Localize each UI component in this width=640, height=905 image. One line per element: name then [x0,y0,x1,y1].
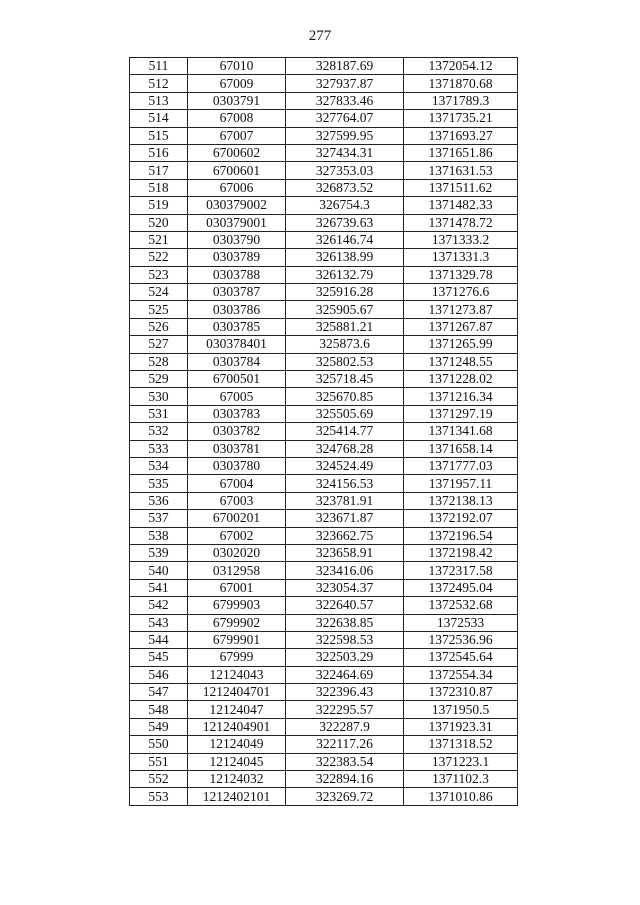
y-coordinate-cell: 1371735.21 [404,110,518,127]
point-id-cell: 0303786 [188,301,286,318]
row-number-cell: 539 [130,544,188,561]
table-row [130,631,518,648]
row-number-cell: 530 [130,388,188,405]
y-coordinate-cell: 1372310.87 [404,684,518,701]
x-coordinate-cell: 325905.67 [286,301,404,318]
point-id-cell: 6799902 [188,614,286,631]
point-id-cell: 030379001 [188,214,286,231]
coordinates-table [129,57,518,806]
row-number-cell: 550 [130,736,188,753]
point-id-cell: 12124043 [188,666,286,683]
row-number-cell: 518 [130,179,188,196]
row-number-cell: 544 [130,631,188,648]
table-row [130,562,518,579]
table-row [130,249,518,266]
table-row [130,301,518,318]
table-row [130,58,518,75]
point-id-cell: 12124047 [188,701,286,718]
table-row [130,388,518,405]
point-id-cell: 67007 [188,127,286,144]
row-number-cell: 542 [130,597,188,614]
row-number-cell: 520 [130,214,188,231]
point-id-cell: 67010 [188,58,286,75]
point-id-cell: 6700601 [188,162,286,179]
table-row [130,336,518,353]
point-id-cell: 6799901 [188,631,286,648]
point-id-cell: 0303791 [188,92,286,109]
x-coordinate-cell: 324768.28 [286,440,404,457]
table-row [130,736,518,753]
x-coordinate-cell: 323781.91 [286,492,404,509]
row-number-cell: 533 [130,440,188,457]
y-coordinate-cell: 1371297.19 [404,405,518,422]
row-number-cell: 537 [130,510,188,527]
point-id-cell: 0303783 [188,405,286,422]
point-id-cell: 67001 [188,579,286,596]
x-coordinate-cell: 323662.75 [286,527,404,544]
y-coordinate-cell: 1372196.54 [404,527,518,544]
x-coordinate-cell: 322894.16 [286,771,404,788]
y-coordinate-cell: 1372545.64 [404,649,518,666]
table-row [130,127,518,144]
y-coordinate-cell: 1371010.86 [404,788,518,805]
row-number-cell: 529 [130,371,188,388]
row-number-cell: 552 [130,771,188,788]
x-coordinate-cell: 322287.9 [286,718,404,735]
y-coordinate-cell: 1372533 [404,614,518,631]
x-coordinate-cell: 322598.53 [286,631,404,648]
x-coordinate-cell: 327434.31 [286,144,404,161]
y-coordinate-cell: 1371478.72 [404,214,518,231]
x-coordinate-cell: 322117.26 [286,736,404,753]
point-id-cell: 12124032 [188,771,286,788]
table-row [130,231,518,248]
table-row [130,753,518,770]
y-coordinate-cell: 1371216.34 [404,388,518,405]
x-coordinate-cell: 323269.72 [286,788,404,805]
table-row [130,579,518,596]
point-id-cell: 67008 [188,110,286,127]
row-number-cell: 519 [130,197,188,214]
row-number-cell: 521 [130,231,188,248]
row-number-cell: 514 [130,110,188,127]
y-coordinate-cell: 1372495.04 [404,579,518,596]
table-row [130,179,518,196]
y-coordinate-cell: 1371693.27 [404,127,518,144]
table-row [130,318,518,335]
x-coordinate-cell: 327353.03 [286,162,404,179]
row-number-cell: 532 [130,423,188,440]
point-id-cell: 6700201 [188,510,286,527]
row-number-cell: 512 [130,75,188,92]
x-coordinate-cell: 322638.85 [286,614,404,631]
table-row [130,144,518,161]
table-row [130,771,518,788]
x-coordinate-cell: 327599.95 [286,127,404,144]
point-id-cell: 6700602 [188,144,286,161]
y-coordinate-cell: 1371870.68 [404,75,518,92]
point-id-cell: 0302020 [188,544,286,561]
y-coordinate-cell: 1371228.02 [404,371,518,388]
row-number-cell: 546 [130,666,188,683]
point-id-cell: 67005 [188,388,286,405]
point-id-cell: 1212404901 [188,718,286,735]
y-coordinate-cell: 1371511.62 [404,179,518,196]
point-id-cell: 0303784 [188,353,286,370]
y-coordinate-cell: 1372532.68 [404,597,518,614]
row-number-cell: 511 [130,58,188,75]
table-row [130,701,518,718]
row-number-cell: 543 [130,614,188,631]
table-row [130,405,518,422]
x-coordinate-cell: 326739.63 [286,214,404,231]
y-coordinate-cell: 1371950.5 [404,701,518,718]
table-row [130,110,518,127]
y-coordinate-cell: 1371658.14 [404,440,518,457]
x-coordinate-cell: 322383.54 [286,753,404,770]
point-id-cell: 6700501 [188,371,286,388]
x-coordinate-cell: 326146.74 [286,231,404,248]
row-number-cell: 522 [130,249,188,266]
table-row [130,666,518,683]
row-number-cell: 534 [130,457,188,474]
table-row [130,684,518,701]
point-id-cell: 030378401 [188,336,286,353]
point-id-cell: 030379002 [188,197,286,214]
table-row [130,457,518,474]
x-coordinate-cell: 325916.28 [286,284,404,301]
table-row [130,649,518,666]
x-coordinate-cell: 323658.91 [286,544,404,561]
x-coordinate-cell: 325505.69 [286,405,404,422]
point-id-cell: 6799903 [188,597,286,614]
row-number-cell: 525 [130,301,188,318]
table-row [130,284,518,301]
x-coordinate-cell: 326873.52 [286,179,404,196]
x-coordinate-cell: 323054.37 [286,579,404,596]
point-id-cell: 67009 [188,75,286,92]
table-row [130,614,518,631]
x-coordinate-cell: 322640.57 [286,597,404,614]
point-id-cell: 67999 [188,649,286,666]
x-coordinate-cell: 328187.69 [286,58,404,75]
x-coordinate-cell: 325670.85 [286,388,404,405]
x-coordinate-cell: 327937.87 [286,75,404,92]
x-coordinate-cell: 322464.69 [286,666,404,683]
table-row [130,92,518,109]
x-coordinate-cell: 327833.46 [286,92,404,109]
point-id-cell: 67002 [188,527,286,544]
row-number-cell: 551 [130,753,188,770]
point-id-cell: 0303781 [188,440,286,457]
page-number: 277 [308,28,332,44]
y-coordinate-cell: 1371265.99 [404,336,518,353]
y-coordinate-cell: 1371273.87 [404,301,518,318]
row-number-cell: 545 [130,649,188,666]
y-coordinate-cell: 1372054.12 [404,58,518,75]
point-id-cell: 67006 [188,179,286,196]
row-number-cell: 516 [130,144,188,161]
y-coordinate-cell: 1372192.07 [404,510,518,527]
row-number-cell: 528 [130,353,188,370]
table-row [130,197,518,214]
row-number-cell: 527 [130,336,188,353]
table-row [130,475,518,492]
y-coordinate-cell: 1371329.78 [404,266,518,283]
x-coordinate-cell: 325414.77 [286,423,404,440]
point-id-cell: 0303790 [188,231,286,248]
x-coordinate-cell: 326754.3 [286,197,404,214]
row-number-cell: 541 [130,579,188,596]
row-number-cell: 549 [130,718,188,735]
x-coordinate-cell: 324156.53 [286,475,404,492]
x-coordinate-cell: 327764.07 [286,110,404,127]
table-row [130,353,518,370]
row-number-cell: 553 [130,788,188,805]
point-id-cell: 1212404701 [188,684,286,701]
row-number-cell: 540 [130,562,188,579]
row-number-cell: 523 [130,266,188,283]
table-row [130,371,518,388]
y-coordinate-cell: 1372317.58 [404,562,518,579]
table-row [130,788,518,805]
y-coordinate-cell: 1371318.52 [404,736,518,753]
y-coordinate-cell: 1371341.68 [404,423,518,440]
table-row [130,214,518,231]
table-row [130,162,518,179]
x-coordinate-cell: 325873.6 [286,336,404,353]
x-coordinate-cell: 326138.99 [286,249,404,266]
table-row [130,527,518,544]
y-coordinate-cell: 1371957.11 [404,475,518,492]
y-coordinate-cell: 1371482.33 [404,197,518,214]
x-coordinate-cell: 325802.53 [286,353,404,370]
row-number-cell: 535 [130,475,188,492]
table-row [130,75,518,92]
x-coordinate-cell: 322295.57 [286,701,404,718]
y-coordinate-cell: 1372198.42 [404,544,518,561]
x-coordinate-cell: 326132.79 [286,266,404,283]
row-number-cell: 515 [130,127,188,144]
y-coordinate-cell: 1372138.13 [404,492,518,509]
x-coordinate-cell: 322396.43 [286,684,404,701]
y-coordinate-cell: 1371333.2 [404,231,518,248]
y-coordinate-cell: 1371223.1 [404,753,518,770]
x-coordinate-cell: 325718.45 [286,371,404,388]
point-id-cell: 1212402101 [188,788,286,805]
table-row [130,544,518,561]
point-id-cell: 0312958 [188,562,286,579]
y-coordinate-cell: 1371777.03 [404,457,518,474]
x-coordinate-cell: 325881.21 [286,318,404,335]
x-coordinate-cell: 324524.49 [286,457,404,474]
point-id-cell: 67004 [188,475,286,492]
table-row [130,492,518,509]
y-coordinate-cell: 1371789.3 [404,92,518,109]
x-coordinate-cell: 323671.87 [286,510,404,527]
row-number-cell: 531 [130,405,188,422]
y-coordinate-cell: 1371248.55 [404,353,518,370]
table-row [130,597,518,614]
y-coordinate-cell: 1371631.53 [404,162,518,179]
row-number-cell: 524 [130,284,188,301]
point-id-cell: 67003 [188,492,286,509]
x-coordinate-cell: 322503.29 [286,649,404,666]
point-id-cell: 0303785 [188,318,286,335]
y-coordinate-cell: 1371102.3 [404,771,518,788]
row-number-cell: 548 [130,701,188,718]
row-number-cell: 538 [130,527,188,544]
table-row [130,266,518,283]
table-row [130,718,518,735]
point-id-cell: 0303780 [188,457,286,474]
row-number-cell: 536 [130,492,188,509]
y-coordinate-cell: 1371923.31 [404,718,518,735]
point-id-cell: 0303782 [188,423,286,440]
point-id-cell: 12124045 [188,753,286,770]
row-number-cell: 526 [130,318,188,335]
table-row [130,440,518,457]
y-coordinate-cell: 1371651.86 [404,144,518,161]
point-id-cell: 0303788 [188,266,286,283]
y-coordinate-cell: 1371267.87 [404,318,518,335]
y-coordinate-cell: 1371331.3 [404,249,518,266]
table-row [130,510,518,527]
y-coordinate-cell: 1372554.34 [404,666,518,683]
y-coordinate-cell: 1372536.96 [404,631,518,648]
x-coordinate-cell: 323416.06 [286,562,404,579]
point-id-cell: 12124049 [188,736,286,753]
table-body [130,58,518,806]
point-id-cell: 0303787 [188,284,286,301]
row-number-cell: 513 [130,92,188,109]
point-id-cell: 0303789 [188,249,286,266]
table-row [130,423,518,440]
y-coordinate-cell: 1371276.6 [404,284,518,301]
row-number-cell: 547 [130,684,188,701]
row-number-cell: 517 [130,162,188,179]
